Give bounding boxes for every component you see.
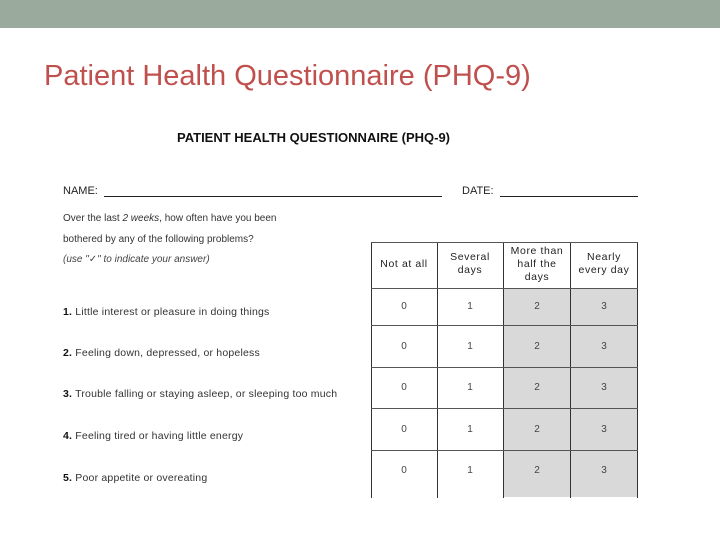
grid-line <box>371 367 638 368</box>
column-header-nearly-every-day: Nearly every day <box>578 251 630 276</box>
q4-score-several-days[interactable]: 1 <box>467 424 473 435</box>
question-1: 1. Little interest or pleasure in doing things <box>63 306 270 318</box>
question-4: 4. Feeling tired or having little energy <box>63 430 244 442</box>
name-field[interactable] <box>104 196 442 197</box>
q1-score-not-at-all[interactable]: 0 <box>401 301 407 312</box>
q2-score-nearly-every-day[interactable]: 3 <box>601 341 607 352</box>
column-header-several-days: Several days <box>450 251 490 276</box>
column-header-more-than-half: More than half the days <box>510 244 564 283</box>
date-field[interactable] <box>500 196 638 197</box>
q5-score-more-than-half[interactable]: 2 <box>534 465 540 476</box>
question-2: 2. Feeling down, depressed, or hopeless <box>63 347 260 359</box>
intro-line-1: Over the last 2 weeks, how often have you been <box>63 213 277 224</box>
grid-line <box>570 242 571 498</box>
form-title: PATIENT HEALTH QUESTIONNAIRE (PHQ-9) <box>177 130 450 145</box>
grid-line <box>371 450 638 451</box>
column-header-not-at-all: Not at all <box>380 257 428 270</box>
q5-score-not-at-all[interactable]: 0 <box>401 465 407 476</box>
q3-score-not-at-all[interactable]: 0 <box>401 382 407 393</box>
q4-score-not-at-all[interactable]: 0 <box>401 424 407 435</box>
grid-line <box>503 242 504 498</box>
q2-score-several-days[interactable]: 1 <box>467 341 473 352</box>
top-banner <box>0 0 720 28</box>
grid-line <box>371 242 638 243</box>
name-label: NAME: <box>63 185 98 197</box>
q4-score-nearly-every-day[interactable]: 3 <box>601 424 607 435</box>
q3-score-several-days[interactable]: 1 <box>467 382 473 393</box>
intro-line-2: bothered by any of the following problems? <box>63 234 254 245</box>
q1-score-more-than-half[interactable]: 2 <box>534 301 540 312</box>
question-5: 5. Poor appetite or overeating <box>63 472 208 484</box>
grid-line <box>637 242 638 498</box>
q1-score-nearly-every-day[interactable]: 3 <box>601 301 607 312</box>
q5-score-several-days[interactable]: 1 <box>467 465 473 476</box>
grid-line <box>371 325 638 326</box>
q2-score-not-at-all[interactable]: 0 <box>401 341 407 352</box>
grid-line <box>437 242 438 498</box>
slide-title: Patient Health Questionnaire (PHQ-9) <box>44 60 531 92</box>
grid-line <box>371 242 372 498</box>
grid-line <box>371 288 638 289</box>
grid-line <box>371 408 638 409</box>
q4-score-more-than-half[interactable]: 2 <box>534 424 540 435</box>
intro-note: (use "✓" to indicate your answer) <box>63 254 210 265</box>
q2-score-more-than-half[interactable]: 2 <box>534 341 540 352</box>
question-3: 3. Trouble falling or staying asleep, or sleeping too much <box>63 388 338 400</box>
date-label: DATE: <box>462 185 494 197</box>
q1-score-several-days[interactable]: 1 <box>467 301 473 312</box>
q3-score-more-than-half[interactable]: 2 <box>534 382 540 393</box>
q3-score-nearly-every-day[interactable]: 3 <box>601 382 607 393</box>
q5-score-nearly-every-day[interactable]: 3 <box>601 465 607 476</box>
